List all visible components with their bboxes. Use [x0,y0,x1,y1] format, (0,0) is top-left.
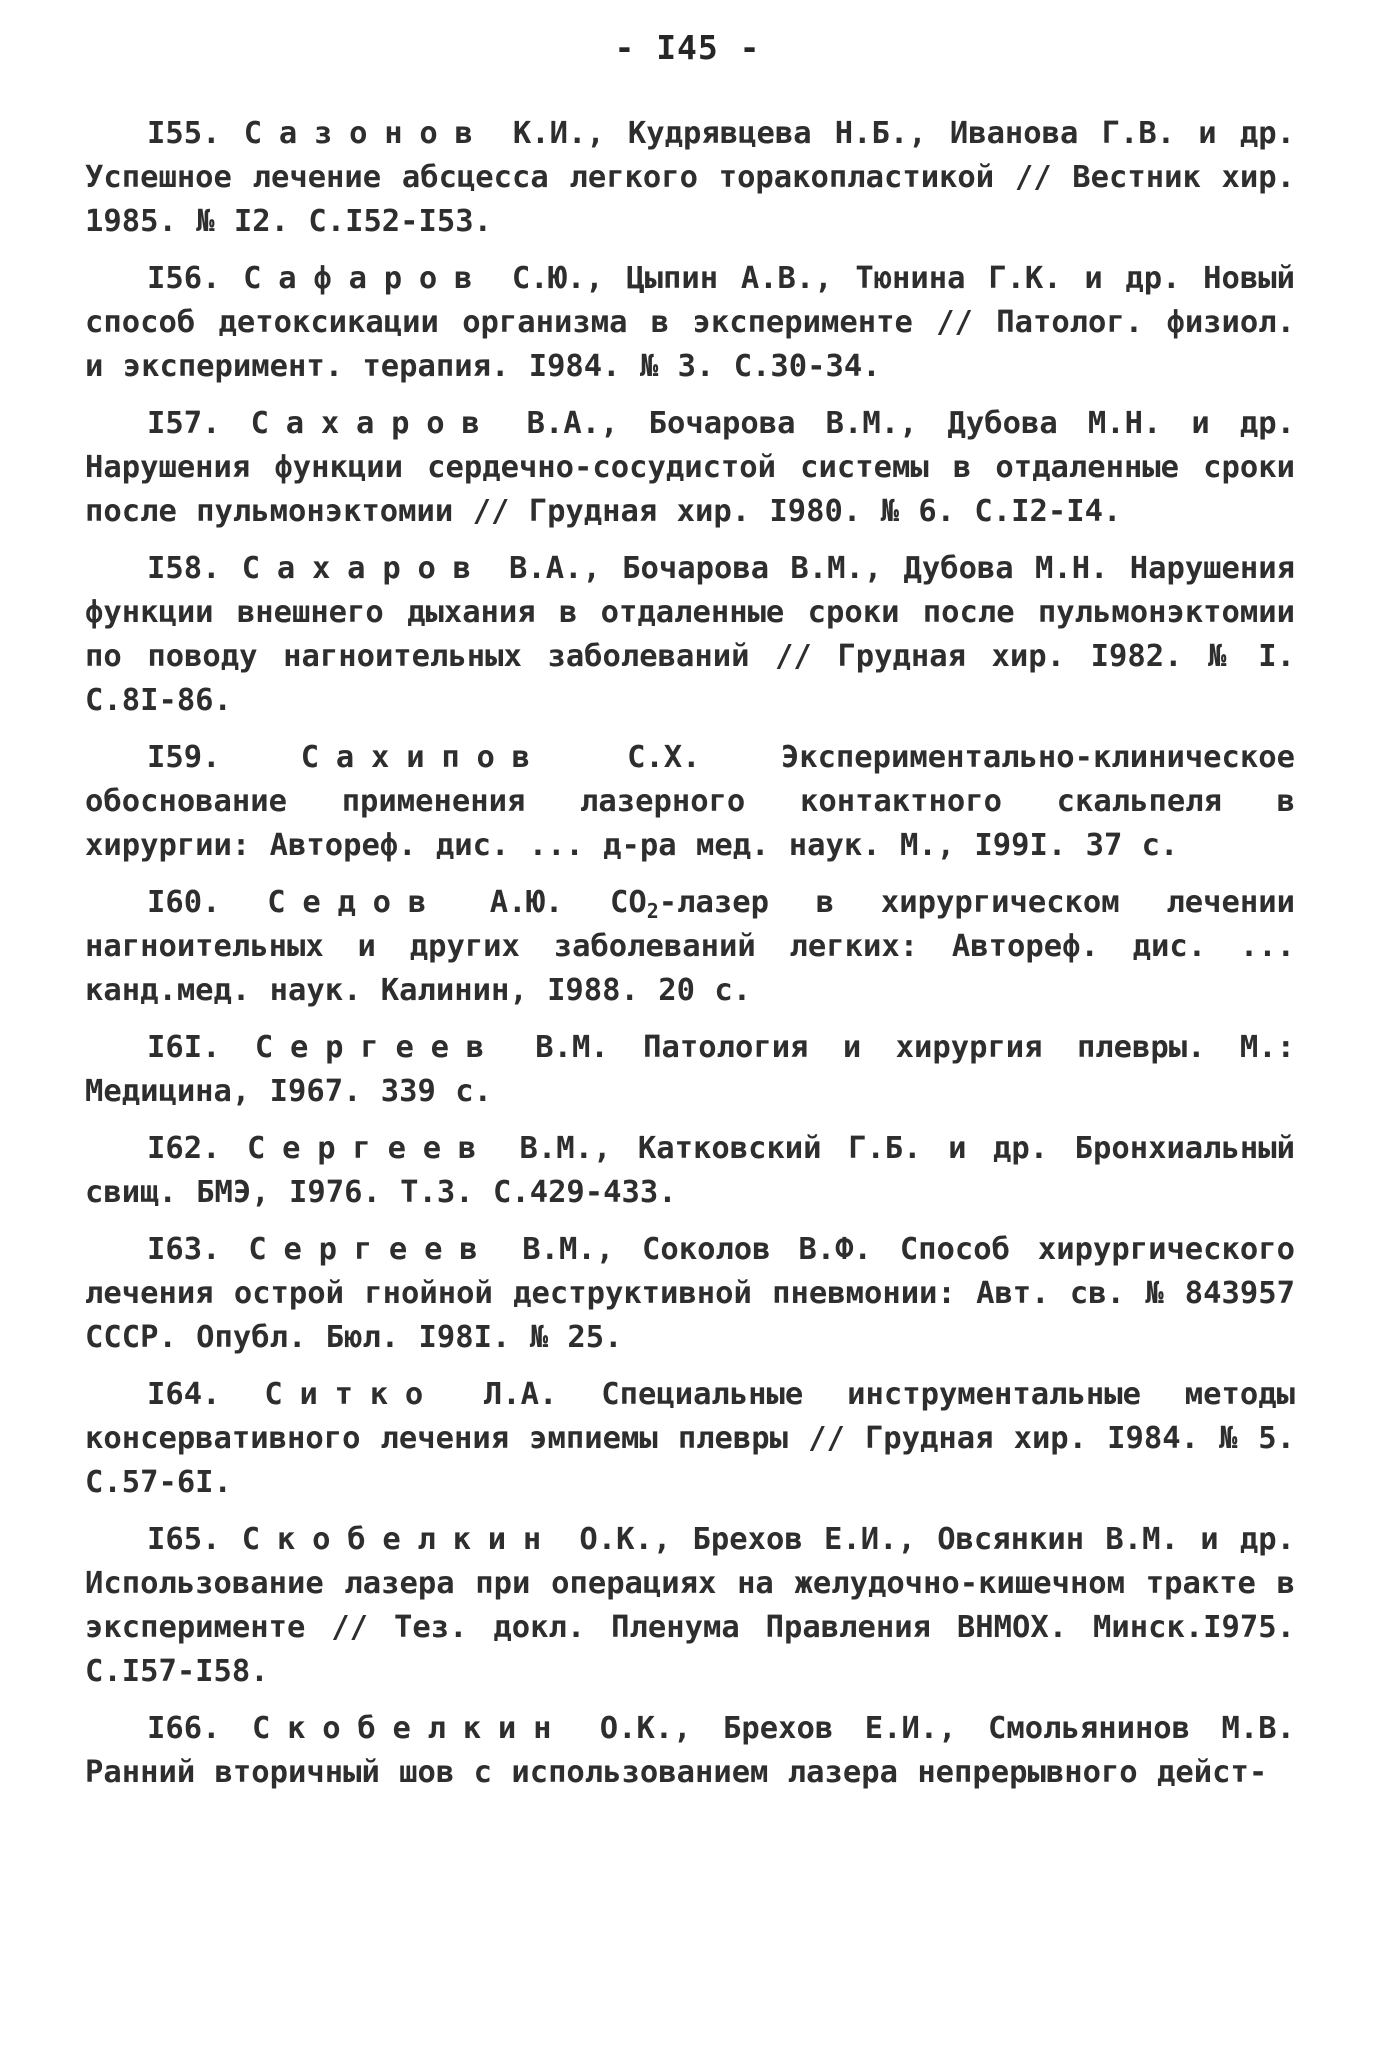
page-number: - I45 - [614,28,761,67]
entry-text: В.М., Катковский Г.Б. и др. Бронхиальный свищ. БМЭ, I976. Т.3. С.429-433. [85,1131,1295,1210]
bibliography-entry [85,1026,1295,1114]
entry-author: Скобелкин [251,1711,569,1746]
entry-number: I62. [147,1131,221,1166]
entry-author: Сазонов [243,116,490,151]
subscript: 2 [646,899,659,923]
entry-author: Сергеев [254,1030,501,1065]
bibliography-entry [85,547,1295,723]
entry-text: О.К., Брехов Е.И., Овсянкин В.М. и др. Использование лазера при операциях на желудочно-кишечном тракте в эксперименте // Тез. докл. Пленума Правления ВНМОХ. Минск.I975. С.I57-I58. [85,1522,1295,1689]
bibliography-entry [85,112,1295,244]
bibliography-entry [85,402,1295,534]
entry-author: Сергеев [247,1131,493,1166]
entry-author: Скобелкин [241,1522,559,1557]
bibliography-entry [85,881,1295,1013]
bibliography-list [85,112,1295,1808]
bibliography-entry [85,257,1295,389]
entry-number: I56. [147,261,221,296]
entry-number: I57. [147,406,221,441]
entry-author: Сергеев [248,1232,495,1267]
entry-number: I55. [147,116,221,151]
entry-number: I63. [147,1232,221,1267]
entry-text: В.М. Патология и хирургия плевры. М.: Медицина, I967. 339 с. [85,1030,1295,1109]
entry-author: Седов [267,885,443,920]
entry-text: О.К., Брехов Е.И., Смольянинов М.В. Ранний вторичный шов с использованием лазера непрерывного дейст- [85,1711,1295,1790]
entry-number: I58. [147,551,221,586]
entry-number: I65. [147,1522,221,1557]
entry-text: -лазер в хирургическом лечении нагноительных и других заболеваний легких: Автореф. дис. ... канд.мед. наук. Калинин, I988. 20 с. [85,885,1295,1008]
entry-text-before-subscript: А.Ю. CO [442,885,647,920]
bibliography-entry [85,1518,1295,1694]
entry-number: I64. [147,1377,221,1412]
entry-author: Сахипов [300,740,547,775]
bibliography-entry [85,1707,1295,1795]
entry-number: I60. [147,885,221,920]
entry-text: В.М., Соколов В.Ф. Способ хирургического лечения острой гнойной деструктивной пневмонии: Авт. св. № 843957 СССР. Опубл. Бюл. I98I. № 25. [85,1232,1295,1355]
entry-author: Сахаров [250,406,497,441]
entry-text: С.Ю., Цыпин А.В., Тюнина Г.К. и др. Новый способ детоксикации организма в эксперименте // Патолог. физиол. и эксперимент. терапия. I984. № 3. С.30-34. [85,261,1295,384]
entry-author: Ситко [264,1377,441,1412]
entry-number: I59. [147,740,221,775]
entry-author: Сафаров [243,261,490,296]
entry-text: Л.А. Специальные инструментальные методы консервативного лечения эмпиемы плевры // Грудная хир. I984. № 5. С.57-6I. [85,1377,1295,1500]
entry-text: С.Х. Экспериментально-клиническое обоснование применения лазерного контактного скальпеля в хирургии: Автореф. дис. ... д-ра мед. наук. М., I99I. 37 с. [85,740,1295,863]
entry-text: В.А., Бочарова В.М., Дубова М.Н. Нарушения функции внешнего дыхания в отдаленные сроки после пульмонэктомии по поводу нагноительных заболеваний // Грудная хир. I982. № I. С.8I-86. [85,551,1295,718]
bibliography-entry [85,1228,1295,1360]
entry-author: Сахаров [241,551,488,586]
bibliography-entry [85,1373,1295,1505]
entry-text: В.А., Бочарова В.М., Дубова М.Н. и др. Нарушения функции сердечно-сосудистой системы в отдаленные сроки после пульмонэктомии // Грудная хир. I980. № 6. С.I2-I4. [85,406,1295,529]
bibliography-entry [85,736,1295,868]
entry-number: I6I. [147,1030,221,1065]
entry-text: К.И., Кудрявцева Н.Б., Иванова Г.В. и др. Успешное лечение абсцесса легкого торакопластикой // Вестник хир. 1985. № I2. С.I52-I53. [85,116,1295,239]
bibliography-entry [85,1127,1295,1215]
entry-number: I66. [147,1711,221,1746]
